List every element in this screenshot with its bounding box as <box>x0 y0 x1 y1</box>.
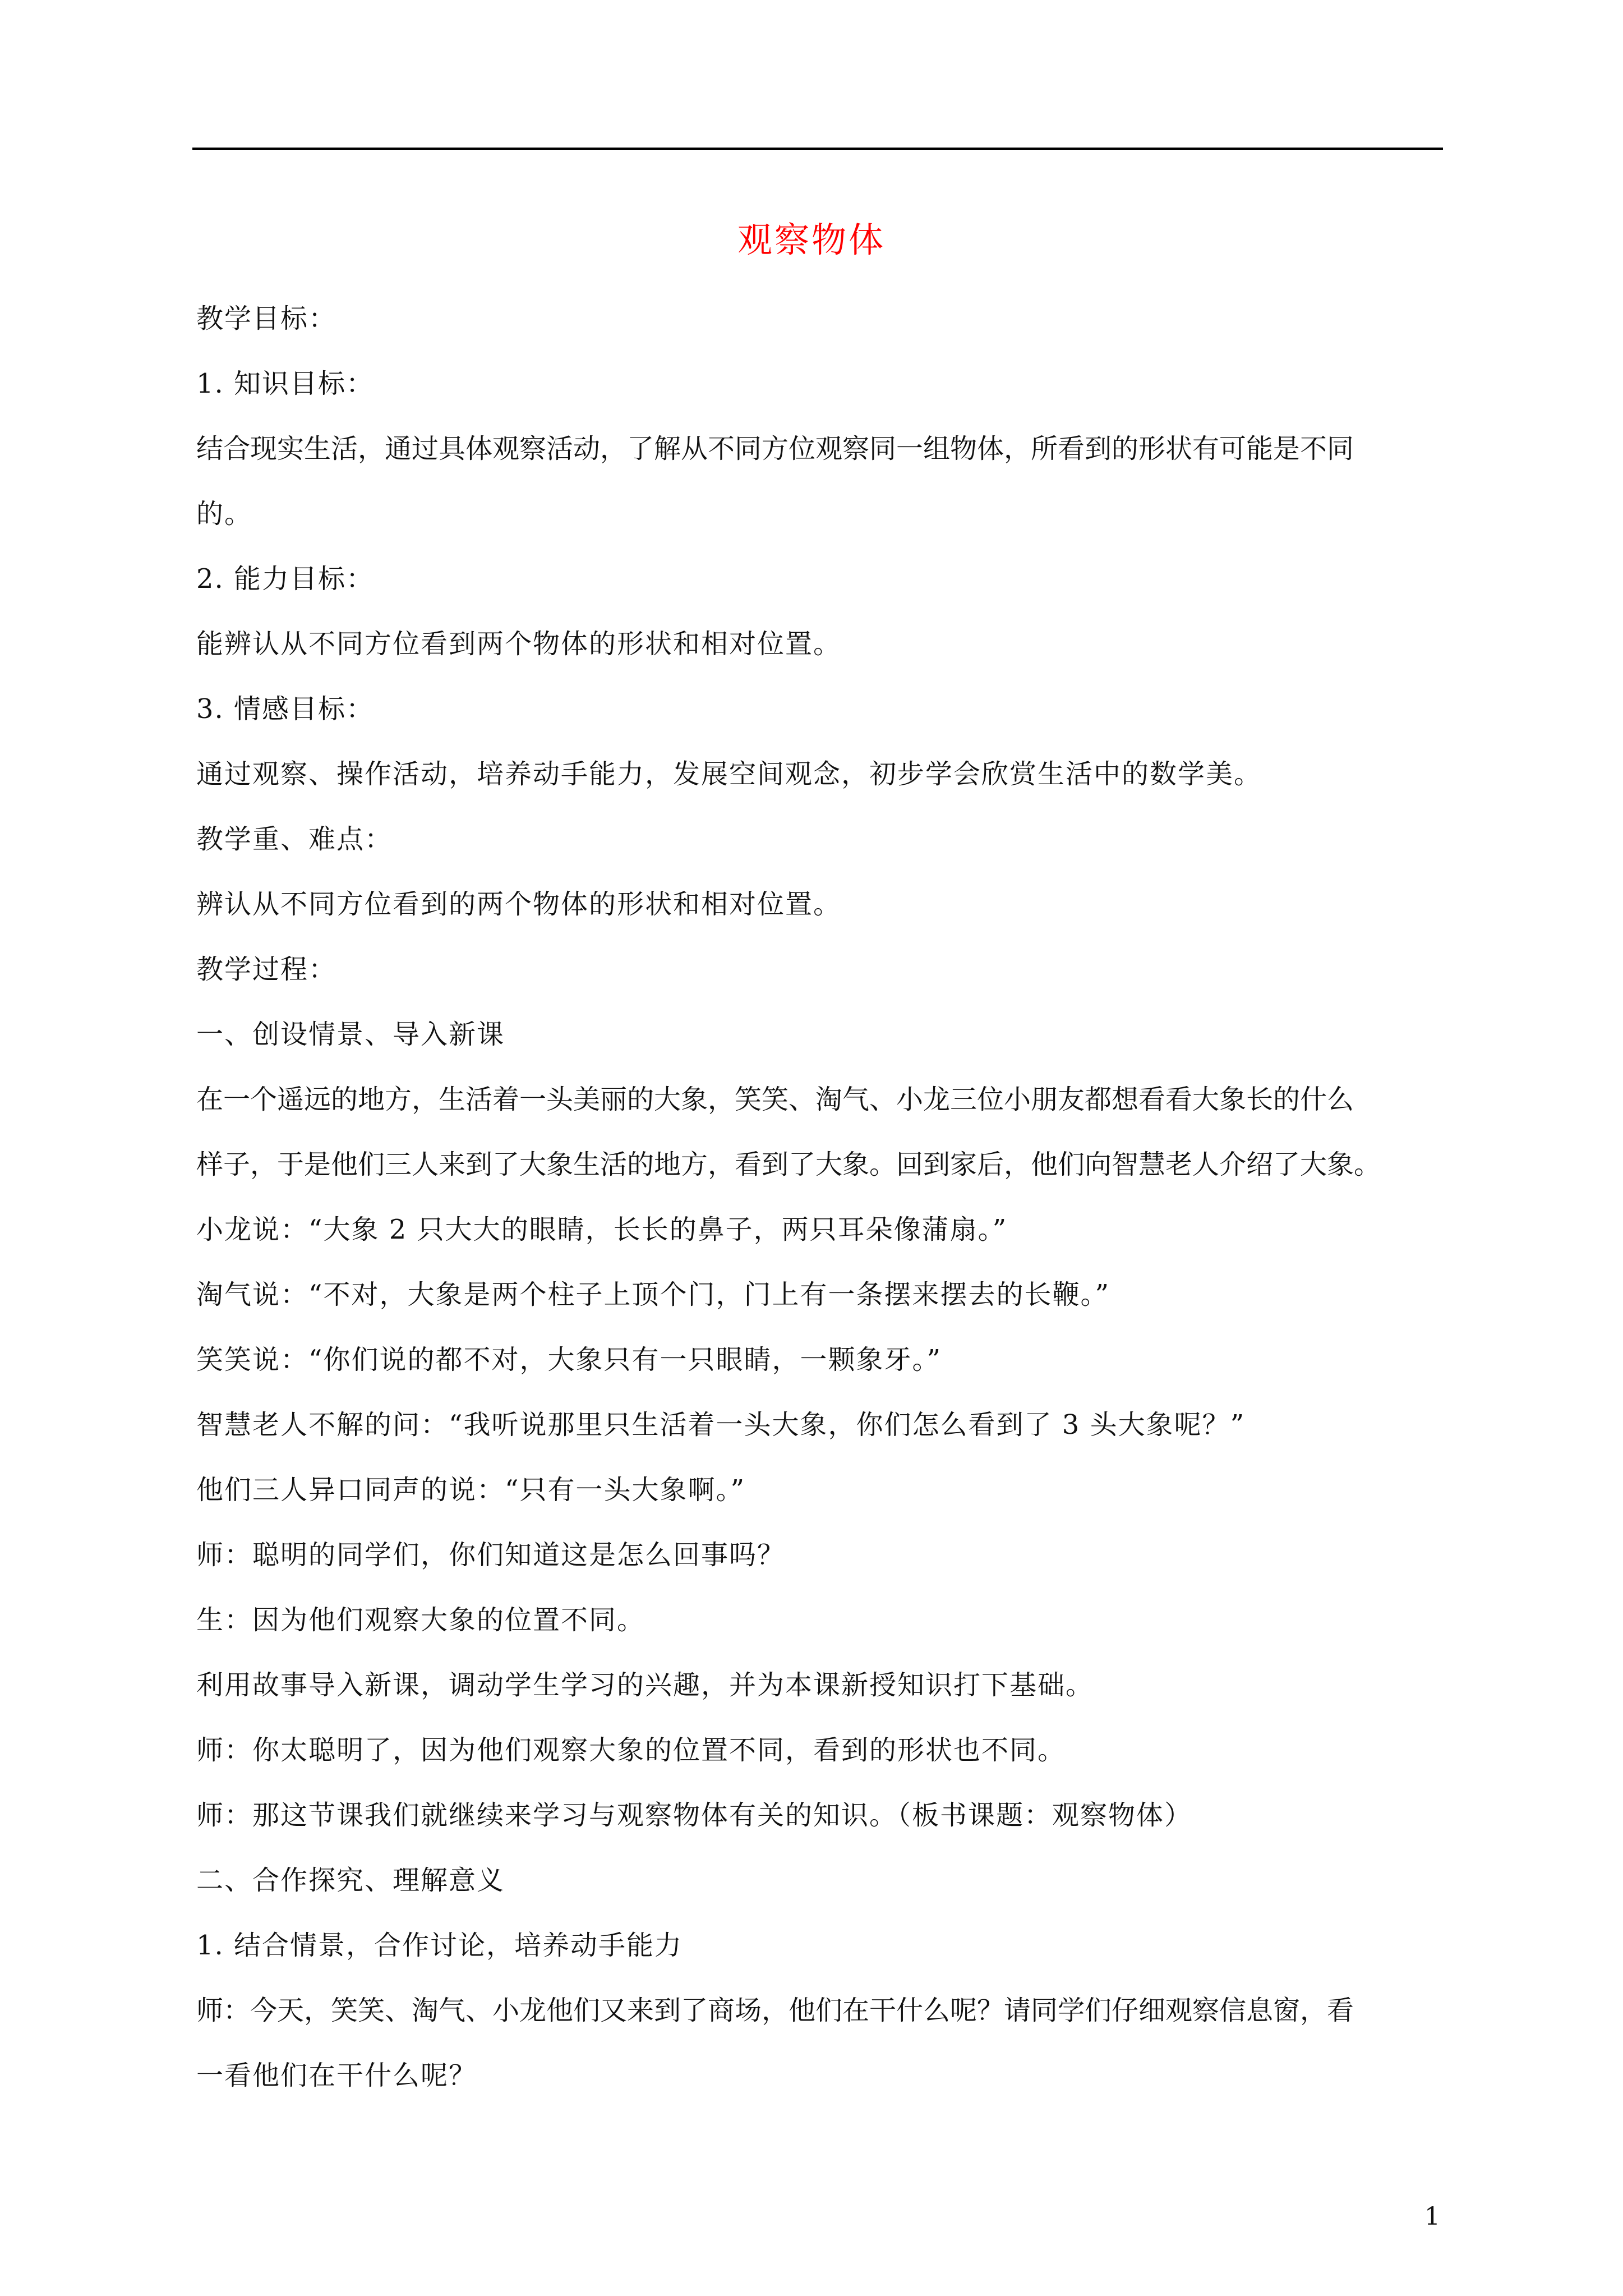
paragraph: 在一个遥远的地方，生活着一头美丽的大象，笑笑、淘气、小龙三位小朋友都想看看大象长的什么 <box>196 1084 1354 1115</box>
paragraph: 教学过程： <box>196 954 337 985</box>
paragraph: 通过观察、操作活动，培养动手能力，发展空间观念，初步学会欣赏生活中的数学美。 <box>196 758 1262 790</box>
page-number: 1 <box>1424 2202 1440 2231</box>
paragraph: 二、合作探究、理解意义 <box>196 1865 505 1896</box>
paragraph: 样子，于是他们三人来到了大象生活的地方，看到了大象。回到家后，他们向智慧老人介绍了大象。 <box>196 1149 1381 1180</box>
paragraph: 的。 <box>196 498 253 530</box>
paragraph: 一、创设情景、导入新课 <box>196 1019 505 1050</box>
paragraph: 笑笑说：“你们说的都不对，大象只有一只眼睛，一颗象牙。” <box>196 1344 942 1375</box>
paragraph: 1. 结合情景，合作讨论，培养动手能力 <box>196 1930 683 1961</box>
paragraph: 教学重、难点： <box>196 823 393 855</box>
paragraph: 3. 情感目标： <box>196 693 375 725</box>
paragraph: 辨认从不同方位看到的两个物体的形状和相对位置。 <box>196 889 842 920</box>
document-title: 观察物体 <box>737 219 886 260</box>
paragraph: 结合现实生活，通过具体观察活动，了解从不同方位观察同一组物体，所看到的形状有可能是不同 <box>196 433 1354 464</box>
paragraph: 教学目标： <box>196 303 337 334</box>
paragraph: 他们三人异口同声的说：“只有一头大象啊。” <box>196 1474 746 1506</box>
paragraph: 智慧老人不解的问：“我听说那里只生活着一头大象，你们怎么看到了 3 头大象呢？” <box>196 1409 1246 1441</box>
paragraph: 1. 知识目标： <box>196 368 375 399</box>
paragraph: 淘气说：“不对，大象是两个柱子上顶个门，门上有一条摆来摆去的长鞭。” <box>196 1279 1110 1310</box>
paragraph: 能辨认从不同方位看到两个物体的形状和相对位置。 <box>196 628 842 660</box>
paragraph: 生：因为他们观察大象的位置不同。 <box>196 1604 645 1636</box>
paragraph: 师：聪明的同学们，你们知道这是怎么回事吗？ <box>196 1539 786 1571</box>
paragraph: 小龙说：“大象 2 只大大的眼睛，长长的鼻子，两只耳朵像蒲扇。” <box>196 1214 1008 1245</box>
paragraph: 师：那这节课我们就继续来学习与观察物体有关的知识。（板书课题：观察物体） <box>196 1800 1193 1831</box>
document-body <box>196 300 1446 2113</box>
paragraph: 2. 能力目标： <box>196 563 375 595</box>
paragraph: 一看他们在干什么呢？ <box>196 2060 477 2091</box>
header-rule <box>192 148 1443 150</box>
paragraph: 师：今天，笑笑、淘气、小龙他们又来到了商场，他们在干什么呢？请同学们仔细观察信息窗，看 <box>196 1995 1354 2026</box>
paragraph: 利用故事导入新课，调动学生学习的兴趣，并为本课新授知识打下基础。 <box>196 1669 1094 1701</box>
paragraph: 师：你太聪明了，因为他们观察大象的位置不同，看到的形状也不同。 <box>196 1734 1066 1766</box>
